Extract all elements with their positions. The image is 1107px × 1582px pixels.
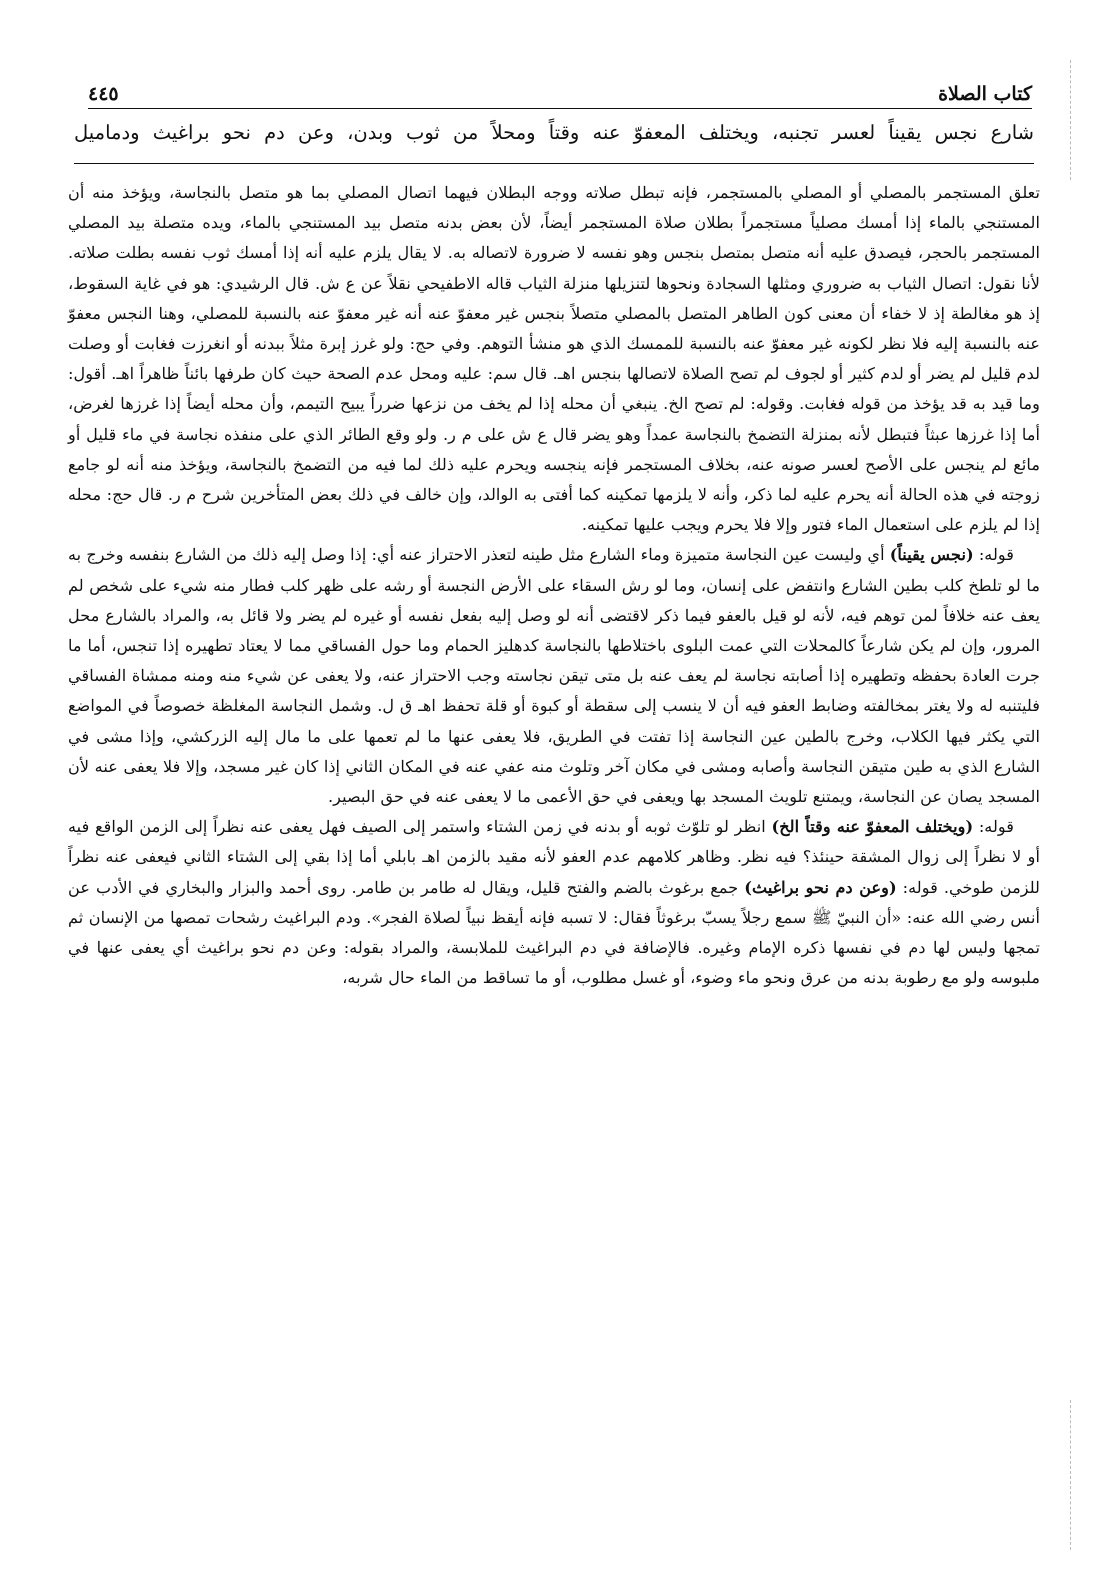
quoted-term: (نجس يقيناً)	[889, 545, 974, 565]
page-edge-mark-top	[1070, 60, 1101, 180]
paragraph-body: جمع برغوث بالضم والفتح قليل، ويقال له طامر بن طامر. روى أحمد والبزار والبخاري في الأدب عن أنس رضي الله عنه: «أن النبيّ ﷺ سمع رجلاً يسبّ برغوثاً فقال: لا تسبه فإنه أيقظ نبياً لصلاة الفجر». ودم البراغيث رشحات تمصها من الإنسان ثم تمجها وليس لها دم في نفسها ذكره الإمام وغيره. فالإضافة في دم البراغيث للملابسة، والمراد بقوله: وعن دم نحو براغيث أي يعفى عنها في ملبوسه ولو مع رطوبة بدنه من عرق ونحو ماء وضوء، أو غسل مطلوب، أو ما تساقط من الماء حال شربه،	[68, 877, 1040, 988]
main-text-line: شارع نجس يقيناً لعسر تجنبه، ويختلف المعفوّ عنه وقتاً ومحلاً من ثوب وبدن، وعن دم نحو براغيث ودماميل	[74, 121, 1034, 144]
commentary-block	[64, 178, 1044, 993]
quoted-term: (ويختلف المعفوّ عنه وقتاً الخ)	[771, 817, 974, 837]
chapter-title: كتاب الصلاة	[930, 83, 1032, 108]
paragraph-body: انظر لو تلوّث ثوبه أو بدنه في زمن الشتاء واستمر إلى الصيف فهل يعفى عنه نظراً إلى الزمن الواقع فيه أو لا نظراً إلى زوال المشقة حينئذ؟ فيه نظر. وظاهر كلامهم عدم العفو لأنه مقيد بالزمن اهـ بابلي أما إذا بقي إلى الشتاء الثاني فيعفى عنه نظراً للزمن طوخي. قوله:	[68, 817, 1040, 897]
page-number: ٤٤٥	[88, 83, 127, 108]
page-edge-mark-bottom	[1070, 1400, 1101, 1550]
paragraph-body: أي وليست عين النجاسة متميزة وماء الشارع مثل طينه لتعذر الاحتراز عنه أي: إذا وصل إليه ذلك من الشارع بنفسه وخرج به ما لو تلطخ كلب بطين الشارع وانتفض على إنسان، وما لو رش السقاء على الأرض النجسة أو رشه على ظهر كلب فطار منه شيء على شخص لم يعف عنه خلافاً لمن توهم فيه، لأنه لو قيل بالعفو فيما ذكر لاقتضى أنه لو وصل إليه بفعل نفسه أو غيره لم يضر ولا قائل به، والمراد بالشارع محل المرور، وإن لم يكن شارعاً كالمحلات التي عمت البلوى باختلاطها بالنجاسة كدهليز الحمام وما حول الفساقي مما لا يعتاد تطهيره إذا تنجس، أما ما جرت العادة بحفظه وتطهيره إذا أصابته نجاسة لم يعف عنه بل متى تيقن نجاسته وجب الاحتراز عنه، ولا يعفى عن شيء منه ومنه ممشاة الفساقي فليتنبه له ولا يغتر بمخالفته وضابط العفو فيه أن لا ينسب إلى سقطة أو كبوة أو قلة تحفظ اهـ ق ل. وشمل النجاسة المغلظة خصوصاً في المواضع التي يكثر فيها الكلاب، وخرج بالطين عين النجاسة إذا تفتت في الطريق، فلا يعفى عنها ما لم تعمها على ما مال إليه الزركشي، وإذا مشى في الشارع الذي به طين متيقن النجاسة وأصابه ومشى في مكان آخر وتلوث منه عفي عنه في المكان الثاني إذا كان غير مسجد، وإلا فلا يعفى عنه لأن المسجد يصان عن النجاسة، ويمتنع تلويث المسجد بها ويعفى في حق الأعمى ما لا يعفى عنه في حق البصير.	[68, 545, 1040, 807]
book-page	[64, 72, 1044, 1512]
quoted-term: (وعن دم نحو براغيث)	[744, 877, 897, 897]
quote-lead: قوله:	[973, 817, 1014, 837]
quote-lead: قوله:	[973, 545, 1014, 565]
commentary-paragraph-1: تعلق المستجمر بالمصلي أو المصلي بالمستجمر، فإنه تبطل صلاته ووجه البطلان فيهما اتصال المصلي بما هو متصل بالنجاسة، ويؤخذ منه أن المستنجي بالماء إذا أمسك مصلياً مستجمراً بطلان صلاة المستجمر أيضاً، لأن بعض بدنه متصل بيد المستنجي بالماء، ويده متصلة بيد المصلي المستجمر بالحجر، فيصدق عليه أنه متصل بمتصل بنجس وهو نفسه لا ضرورة لاتصاله به. لا يقال يلزم عليه أنه إذا أمسك ثوب نفسه بطلت صلاته. لأنا نقول: اتصال الثياب به ضروري ومثلها السجادة ونحوها لتنزيلها منزلة الثياب قاله الاطفيحي نقلاً عن ع ش. قال الرشيدي: هو في غاية السقوط، إذ هو مغالطة إذ لا خفاء أن معنى كون الطاهر المتصل بالمصلي متصلاً بنجس غير معفوّ عنه أنه غير معفوّ عنه بالنسبة للمصلي، وهنا النجس معفوّ عنه بالنسبة إليه فلا نظر لكونه غير معفوّ عنه بالنسبة للممسك الذي هو منشأ التوهم. وفي حج: ولو غرز إبرة مثلاً ببدنه أو انغرزت فغابت أو وصلت لدم قليل لم يضر أو لدم كثير أو لجوف لم تصح الصلاة لاتصالها بنجس اهـ. قال سم: عليه ومحل عدم الصحة حيث كان طرفها بائناً ظاهراً اهـ. أقول: وما قيد به قد يؤخذ من قوله فغابت. وقوله: لم تصح الخ. ينبغي أن محله إذا لم يخف من نزعها ضرراً يبيح التيمم، وأن محله أيضاً إذا غرزها لغرض، أما إذا غرزها عبثاً فتبطل لأنه بمنزلة التضمخ بالنجاسة عمداً وهو يضر قال ع ش على م ر. ولو وقع الطائر الذي على منفذه نجاسة في ماء قليل أو مائع لم ينجس على الأصح لعسر صونه عنه، بخلاف المستجمر فإنه ينجسه ويحرم عليه ذلك لما فيه من التضمخ بالنجاسة، ويؤخذ منه أنه لو جامع زوجته في هذه الحالة أنه يحرم عليه لما ذكر، وأنه لا يلزمها تمكينه كما أفتى به الوالد، وإن خالف في ذلك بعض المتأخرين شرح م ر. قال حج: محله إذا لم يلزم على استعمال الماء فتور وإلا فلا يحرم ويجب عليها تمكينه.	[68, 183, 1040, 535]
running-header	[88, 72, 1032, 109]
commentary-paragraph-3	[68, 812, 1040, 993]
text-separator-rule	[74, 163, 1034, 164]
commentary-paragraph-2	[68, 540, 1040, 812]
